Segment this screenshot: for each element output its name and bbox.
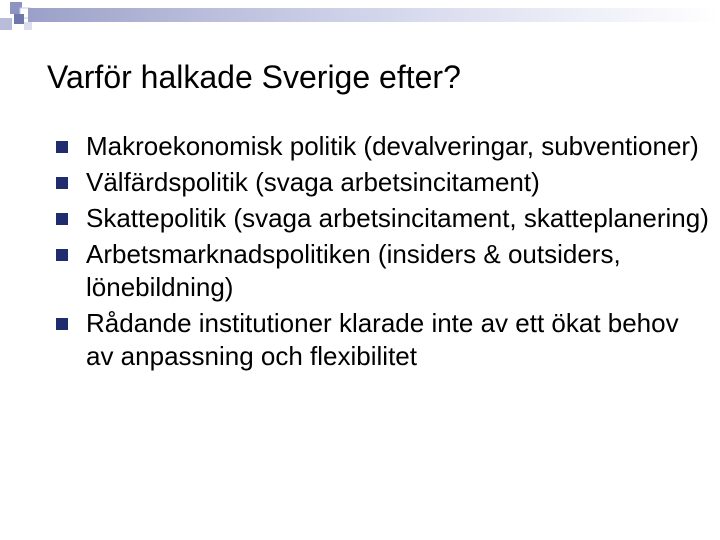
bullet-item (52, 307, 712, 373)
square-bullet-icon (56, 141, 68, 153)
bullet-text: Rådande institutioner klarade inte av ett ökat behov av anpassning och flexibilitet (86, 308, 679, 371)
header-decor-bar (28, 8, 720, 22)
bullet-item (52, 130, 712, 163)
bullet-list (52, 130, 712, 376)
square-bullet-icon (56, 177, 68, 189)
bullet-text: Skattepolitik (svaga arbetsincitament, skatteplanering) (86, 203, 709, 233)
bullet-item (52, 202, 712, 235)
bullet-text: Arbetsmarknadspolitiken (insiders & outsiders, lönebildning) (86, 239, 621, 302)
bullet-text: Välfärdspolitik (svaga arbetsincitament) (86, 167, 540, 197)
bullet-item (52, 238, 712, 304)
bullet-text: Makroekonomisk politik (devalveringar, subventioner) (86, 131, 699, 161)
slide-title: Varför halkade Sverige efter? (47, 59, 461, 95)
square-bullet-icon (56, 249, 68, 261)
square-bullet-icon (56, 318, 68, 330)
square-bullet-icon (56, 213, 68, 225)
bullet-item (52, 166, 712, 199)
